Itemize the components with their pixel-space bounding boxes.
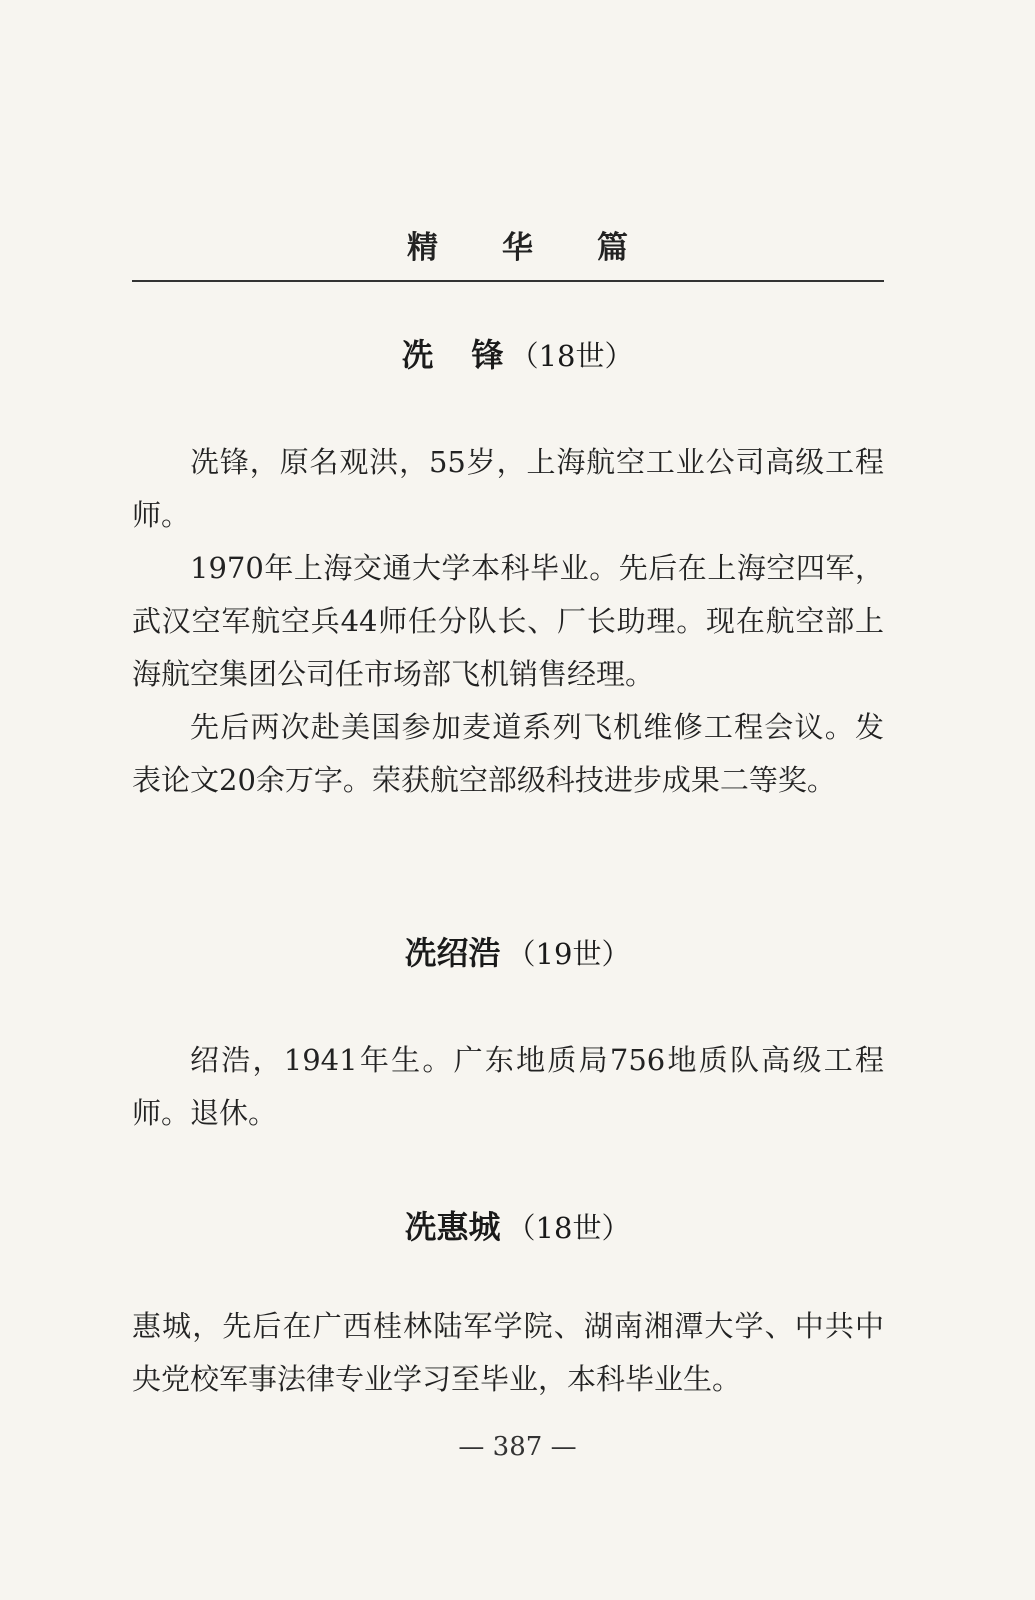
- running-header-char: 精: [407, 230, 438, 266]
- running-header-char: 篇: [597, 230, 628, 266]
- biography-paragraph: 1970年上海交通大学本科毕业。先后在上海空四军，武汉空军航空兵44师任分队长、厂长助理。现在航空部上海航空集团公司任市场部飞机销售经理。: [132, 551, 884, 691]
- generation-label: （18世）: [509, 339, 634, 373]
- person-name-part: 锋: [471, 336, 504, 374]
- page-number: — 387 —: [458, 1432, 577, 1462]
- generation-label: （19世）: [506, 937, 631, 971]
- person-name-part: 冼: [401, 336, 434, 374]
- biography-paragraph: 冼锋，原名观洪，55岁，上海航空工业公司高级工程师。: [132, 445, 884, 532]
- header-rule: [132, 280, 884, 282]
- generation-label: （18世）: [506, 1211, 631, 1245]
- biography-paragraph: 先后两次赴美国参加麦道系列飞机维修工程会议。发表论文20余万字。荣获航空部级科技进步成果二等奖。: [132, 710, 884, 797]
- biography-paragraph: 惠城，先后在广西桂林陆军学院、湖南湘潭大学、中共中央党校军事法律专业学习至毕业，本科毕业生。: [132, 1309, 884, 1396]
- running-header: [0, 222, 1035, 267]
- person-name: 冼惠城: [404, 1208, 501, 1246]
- person-name: 冼绍浩: [404, 934, 501, 972]
- section-title-xian-feng: [0, 330, 1035, 376]
- section-title-xian-huicheng: [0, 1202, 1035, 1248]
- section-title-xian-shaohao: [0, 928, 1035, 974]
- biography-paragraph: 绍浩，1941年生。广东地质局756地质队高级工程师。退休。: [132, 1043, 884, 1130]
- running-header-char: 华: [502, 230, 533, 266]
